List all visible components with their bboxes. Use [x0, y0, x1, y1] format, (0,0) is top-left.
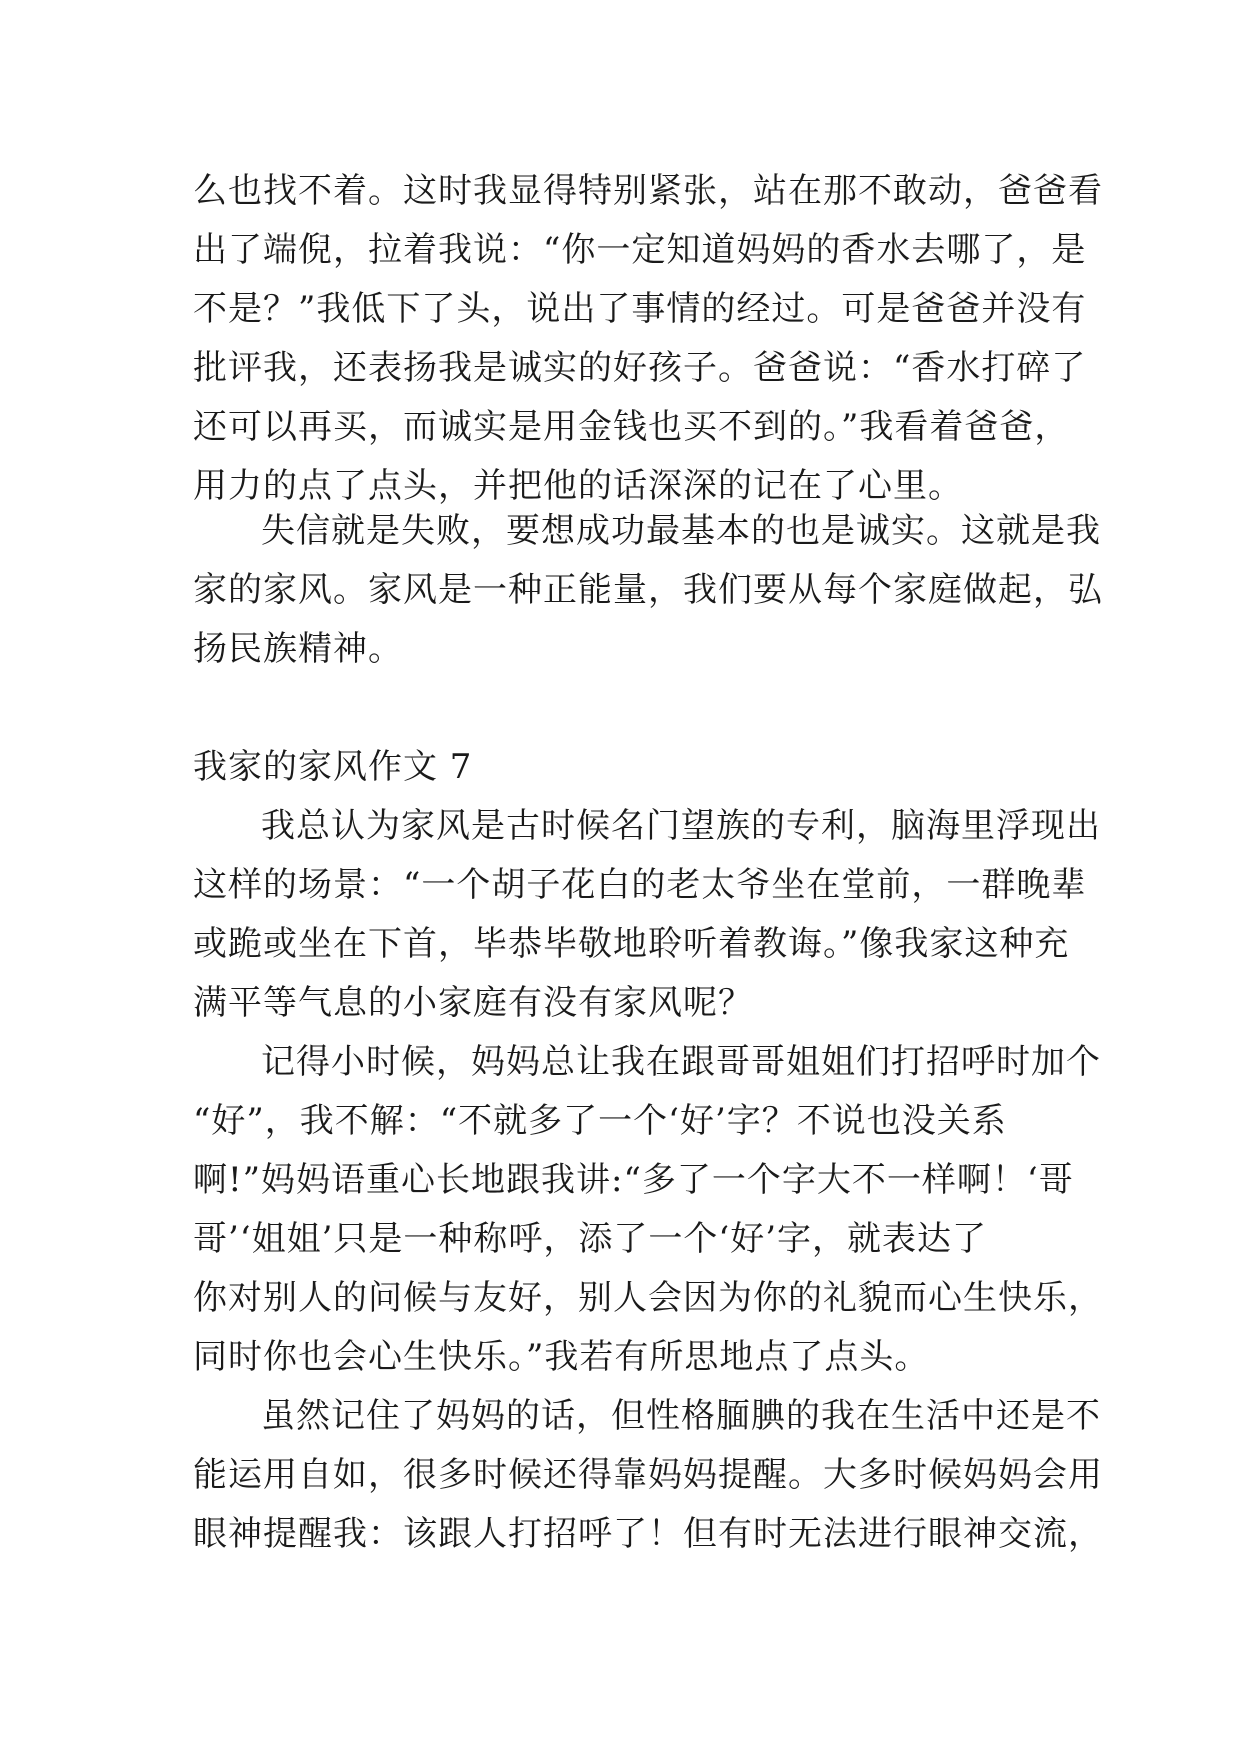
essay-heading — [193, 738, 1053, 797]
paragraph-reminder — [193, 1387, 1103, 1564]
text-line: 啊!”妈妈语重心长地跟我讲:“多了一个字大不一样啊！‘哥 — [193, 1160, 1074, 1200]
text-line: 哥’‘姐姐’只是一种称呼，添了一个‘好’字，就表达了 — [193, 1219, 988, 1259]
text-line: “好”，我不解：“不就多了一个‘好’字？不说也没关系 — [193, 1101, 1007, 1141]
paragraph-conclusion — [193, 502, 1103, 679]
paragraph-perfume-story — [193, 162, 1103, 516]
paragraph-childhood — [193, 1033, 1103, 1387]
text-line: 不是？”我低下了头，说出了事情的经过。可是爸爸并没有 — [193, 289, 1087, 329]
text-line: 你对别人的问候与友好，别人会因为你的礼貌而心生快乐， — [193, 1278, 1103, 1318]
text-line: 出了端倪，拉着我说：“你一定知道妈妈的香水去哪了，是 — [193, 230, 1087, 270]
text-line: 记得小时候，妈妈总让我在跟哥哥姐姐们打招呼时加个 — [261, 1042, 1101, 1082]
heading-text: 我家的家风作文 7 — [193, 747, 473, 787]
text-line: 用力的点了点头，并把他的话深深的记在了心里。 — [193, 466, 963, 506]
text-line: 失信就是失败，要想成功最基本的也是诚实。这就是我 — [261, 511, 1101, 551]
text-line: 同时你也会心生快乐。”我若有所思地点了点头。 — [193, 1337, 930, 1377]
text-line: 扬民族精神。 — [193, 629, 403, 669]
paragraph-intro — [193, 797, 1101, 1033]
text-line: 虽然记住了妈妈的话，但性格腼腆的我在生活中还是不 — [261, 1396, 1101, 1436]
text-line: 能运用自如，很多时候还得靠妈妈提醒。大多时候妈妈会用 — [193, 1455, 1103, 1495]
text-line: 满平等气息的小家庭有没有家风呢？ — [193, 983, 753, 1023]
text-line: 家的家风。家风是一种正能量，我们要从每个家庭做起，弘 — [193, 570, 1103, 610]
text-line: 还可以再买，而诚实是用金钱也买不到的。”我看着爸爸， — [193, 407, 1070, 447]
text-line: 批评我，还表扬我是诚实的好孩子。爸爸说：“香水打碎了 — [193, 348, 1087, 388]
text-line: 我总认为家风是古时候名门望族的专利，脑海里浮现出 — [261, 806, 1101, 846]
text-line: 或跪或坐在下首，毕恭毕敬地聆听着教诲。”像我家这种充 — [193, 924, 1070, 964]
text-line: 么也找不着。这时我显得特别紧张，站在那不敢动，爸爸看 — [193, 171, 1103, 211]
text-line: 眼神提醒我：该跟人打招呼了！但有时无法进行眼神交流， — [193, 1514, 1103, 1554]
text-line: 这样的场景：“一个胡子花白的老太爷坐在堂前，一群晚辈 — [193, 865, 1087, 905]
